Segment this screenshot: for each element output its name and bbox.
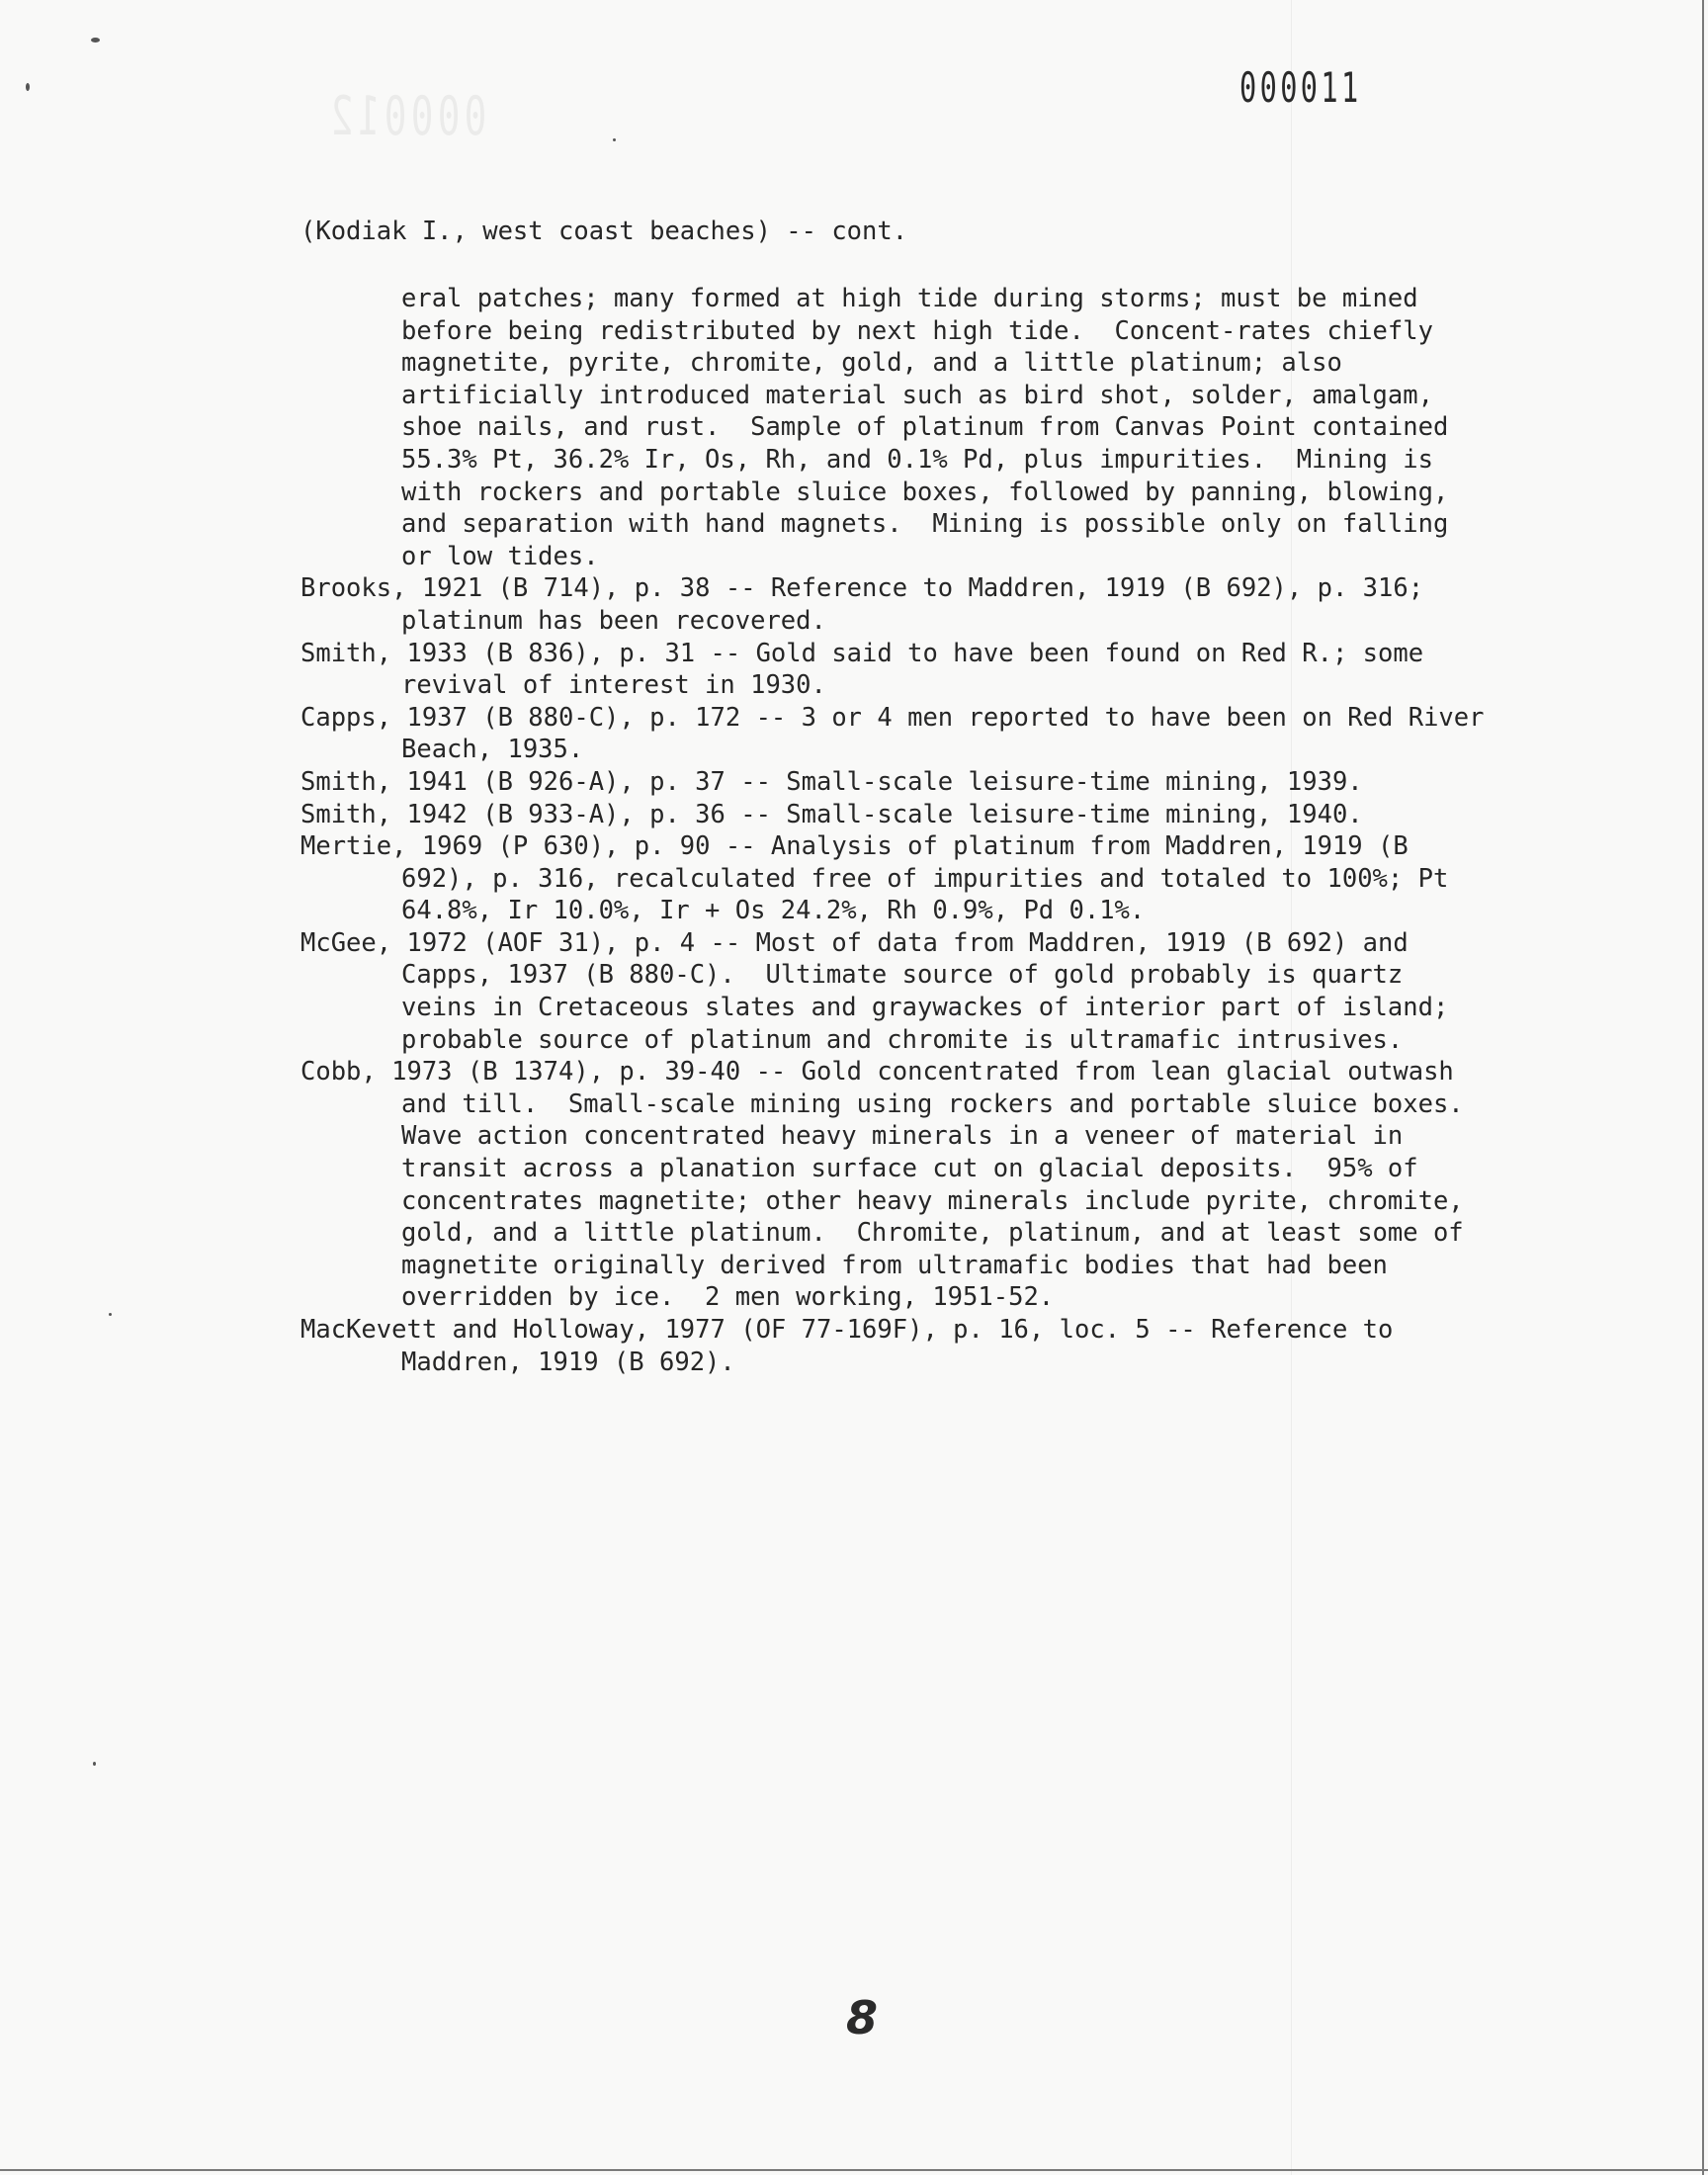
reference-list [300, 283, 1499, 1378]
reference-entry: Capps, 1937 (B 880-C), p. 172 -- 3 or 4 men reported to have been on Red River Beach, 1935. [300, 702, 1499, 765]
reference-entry: Smith, 1933 (B 836), p. 31 -- Gold said to have been found on Red R.; some revival of interest in 1930. [300, 638, 1439, 701]
scan-speck [93, 1762, 96, 1766]
reference-entry: Smith, 1942 (B 933-A), p. 36 -- Small-scale leisure-time mining, 1940. [300, 799, 1363, 829]
continued-paragraph: eral patches; many formed at high tide during storms; must be mined before being redistributed by next high tide. Concent-rates chiefly magnetite, pyrite, chromite, gold, and a little platinum; also artificially introduced material such as bird shot, solder, amalgam, shoe nails, and rust. Sample of platinum from Canvas Point contained 55.3% Pt, 36.2% Ir, Os, Rh, and 0.1% Pd, plus impurities. Mining is with rockers and portable sluice boxes, followed by panning, blowing, and separation with hand magnets. Mining is possible only on falling or low tides. [401, 284, 1464, 571]
reference-entry: Cobb, 1973 (B 1374), p. 39-40 -- Gold concentrated from lean glacial outwash and till. Small-scale mining using rockers and portable sluice boxes. Wave action concentrated heavy minerals in a veneer of material in transit across a planation surface cut on glacial deposits. 95% of concentrates magnetite; other heavy minerals include pyrite, chromite, gold, and a little platinum. Chromite, platinum, and at least some of magnetite originally derived from ultramafic bodies that had been overridden by ice. 2 men working, 1951-52. [300, 1057, 1494, 1313]
page-edge-bottom [0, 2169, 1708, 2171]
reference-entry: Mertie, 1969 (P 630), p. 90 -- Analysis of platinum from Maddren, 1919 (B 692), p. 316, recalculated free of impurities and totaled to 100%; Pt 64.8%, Ir 10.0%, Ir + Os 24.2%, Rh 0.9%, Pd 0.1%. [300, 831, 1464, 926]
bleed-through-number: 000012 [326, 85, 487, 147]
page-edge-right [1702, 0, 1704, 2175]
reference-entry: MacKevett and Holloway, 1977 (OF 77-169F), p. 16, loc. 5 -- Reference to Maddren, 1919 (B 692). [300, 1315, 1409, 1377]
continued-header: (Kodiak I., west coast beaches) -- cont. [300, 217, 908, 246]
reference-entry: McGee, 1972 (AOF 31), p. 4 -- Most of data from Maddren, 1919 (B 692) and Capps, 1937 (B 880-C). Ultimate source of gold probably is quartz veins in Cretaceous slates and graywackes of interior part of island; probable source of platinum and chromite is ultramafic intrusives. [300, 927, 1464, 1055]
reference-entry: Brooks, 1921 (B 714), p. 38 -- Reference to Maddren, 1919 (B 692), p. 316; platinum has been recovered. [300, 573, 1439, 636]
scan-speck [109, 1313, 112, 1316]
scan-speck [91, 38, 100, 43]
page-number: 000011 [1239, 63, 1362, 112]
reference-entry: Smith, 1941 (B 926-A), p. 37 -- Small-scale leisure-time mining, 1939. [300, 766, 1363, 797]
scan-speck [613, 138, 616, 141]
scan-speck [26, 83, 30, 91]
handwritten-page-number: 8 [846, 1991, 879, 2044]
